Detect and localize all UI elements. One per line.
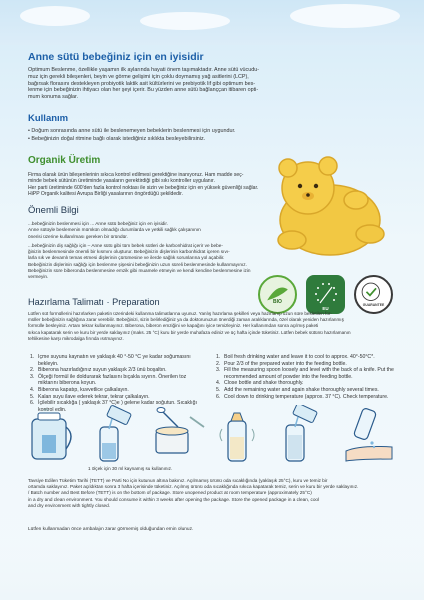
prep-intro-line: müller bebeğinizin sağlığına zarar verebilir. Bebeğinizi, sizin belirlediğiniz ya da doktorunuzun önerdiği zaman aralıklarında, özel olarak yeniden hazırlanmış [28, 317, 344, 323]
breastmilk-body [28, 67, 400, 101]
kettle-step-icon [32, 409, 71, 459]
step-text: Biberona hazırladığınız suyun yaklaşık 2/3 ünü boşaltın. [38, 367, 167, 374]
step-tr-item [30, 354, 206, 367]
step-number: 5. [216, 386, 221, 393]
scoop-note: 1 ölçek için 30 ml kaynamış su kullanınız. [88, 466, 173, 471]
storage-line: ortamda saklayınız. Paket açıldıktan sonra 3 hafta içerisinde tüketiniz. Açılmış ürünü oda sıcaklığında sıkıca kapatarak temiz, serin ve kuru bir yerde saklayınız. [28, 484, 359, 490]
step-number: 3. [216, 367, 221, 374]
cloud-shape [290, 4, 400, 28]
prep-title: Hazırlama Talimatı · Preparation [28, 297, 160, 307]
step-number: 3. [30, 373, 35, 380]
prep-intro-line: tehlikesine karşı mikrodalga fırında ısıtmayınız. [28, 335, 124, 341]
important-line: ...bebeğinizin beslenmesi için ... Anne sütü bebeğiniz için en iyisidir. [28, 221, 168, 226]
teddy-nose [306, 193, 310, 197]
organic-line: Her parti üretiminde 600'den fazla kontrol noktası ile sizin ve bebeğiniz için en yüksek güvenliği sağlar. [28, 184, 259, 191]
breastmilk-title: Anne sütü bebeğiniz için en iyisidir [28, 51, 204, 63]
prep-section [28, 297, 400, 342]
organic-line: HiPP Organik kalitesi Avrupa Birliği yasalarının öngördüğü şekildedir. [28, 191, 183, 198]
step-number: 4. [216, 380, 221, 387]
breastmilk-line: Optimum Beslenme, özellikle yaşamın ilk aylarında hayati önem taşımaktadır. Anne sütü vücudu- [28, 67, 260, 73]
storage-line: / Batch number and Best Before (TETT) is on the bottom of package. Store unopened product at room temperature (approximately 25°C) [28, 490, 312, 496]
step-number: 4. [30, 386, 35, 393]
step-text: Fill the measuring spoon loosely and level with the back of a knife. Put the recommended amount of powder into the feeding bottle. [224, 367, 394, 380]
important-body [28, 221, 260, 281]
step-en-item [216, 354, 398, 361]
step-number: 6. [216, 393, 221, 400]
important-line: Anne sütüyle beslemenin mümkün olmadığı durumlarda ve yetkili sağlık çalışanının [28, 227, 201, 233]
pour-water-step-icon [100, 405, 132, 461]
scoop-powder-step-icon [156, 408, 204, 454]
breastmilk-line: bağırsak florasını destekleyen probiyotik laktik asit kültürlerini ve prebiyotik lif gibi optimum bes- [28, 80, 256, 87]
usage-item: • Bebeğinizin doğal ritmine bağlı olarak istediğiniz sıklıkta besleyebilirsiniz. [28, 135, 206, 142]
cloud-shape [140, 12, 230, 30]
prep-intro [28, 311, 400, 342]
usage-item: • Doğum sonrasında anne sütü ile beslenemeyen bebeklerin beslenmesi için uygundur. [28, 128, 236, 134]
step-number: 1. [216, 354, 221, 360]
organic-body [28, 172, 298, 198]
add-water-step-icon [286, 405, 318, 461]
sky-header [0, 0, 424, 45]
teddy-ear [319, 157, 337, 175]
important-line: larla sık ve devamlı temas etmesi dişlerinin çürümesine ve ilerde sağlık sorunlarına yol açabilir. [28, 255, 225, 261]
teddy-foot [278, 231, 306, 249]
organic-title: Organik Üretim [28, 155, 101, 166]
teddy-arm [344, 191, 368, 209]
step-text: Ölçeği formül ile doldurarak fazlasını bıçakla sıyırın. Önerilen toz miktarını biberona koyun. [38, 373, 187, 387]
teddy-eye [298, 184, 302, 188]
step-en-item [216, 367, 398, 380]
step-number: 1. [30, 354, 35, 360]
important-line: önerisi üzerine kullanılması gereken bir üründür. [28, 233, 128, 239]
step-text: Cool down to drinking temperature (approx. 37 °C). Check temperature. [224, 393, 389, 400]
breastmilk-line: lenme için bebeğinizin ihtiyacı olan her şeyi içerir. Bu yüzden anne sütü bağlanççan itibaren opti- [28, 87, 259, 94]
step-number: 2. [30, 367, 35, 374]
breastmilk-line: mum konuma sağlar. [28, 94, 79, 101]
organic-section [28, 155, 298, 198]
important-line: Bebeğinizin süre biberonda beslenmesine emzik gibi muamele etmeyin ve kendi kendine beslenmesine izin vermeyin. [28, 268, 251, 280]
step-tr-item [30, 367, 206, 374]
step-text: Biberona kapatıp, kuvvetlice çalkalayın. [38, 386, 129, 393]
prep-intro-line: Lütfen süt formüllerini hazırlarken paketin üzerindeki kullanma talimatlarına uyunuz. Yanlış hazırlama şekilleri veya hazırlanıp uzun süre bekletilen for- [28, 311, 332, 316]
breastmilk-section [28, 51, 400, 101]
important-section [28, 205, 260, 281]
organic-line: minde bebek sütünün üretiminde yasaların gerektirdiği gibi sıkı kontroller uygulanır. [28, 178, 215, 185]
step-text: İçilebilir sıcaklığa ( yaklaşık 37 °C)e ) gelene kadar soğutun. Sıcaklığı kontrol edin. [38, 400, 197, 413]
important-line: Bebeğinizin dişlerinin sağlığı için beslenme şişesini bebeğinizin uzun süreli beslenmesinde kullanmayınız. [28, 261, 247, 267]
usage-section [28, 113, 400, 143]
teddy-ear [279, 159, 297, 177]
step-number: 2. [216, 360, 221, 367]
teddy-bear-illustration [260, 150, 390, 260]
bio-seal-label: BIO [273, 299, 282, 305]
breastmilk-line: muz için gerekli bileşenleri, beyin ve görme gelişimi için çoklu doymamış yağ asitlerini (LCP), [28, 73, 249, 80]
teddy-eye [314, 184, 318, 188]
eu-organic-label: EU [322, 306, 329, 311]
prep-intro-line: formülle besleyiniz. Artanı tekrar kullanmayınız. Biberona, biberon emziğini ve kapağını iyice temizleyiniz. Her kullanımdan sonra açılmış paketi [28, 323, 319, 329]
step-tr-item [30, 387, 206, 394]
step-number: 5. [30, 393, 35, 400]
step-en-item [216, 394, 398, 401]
shake-bottle-step-icon [220, 413, 254, 461]
step-text: Kalan suyu ilave ederek tekrar, tekrar çalkalayın. [38, 393, 150, 400]
step-text: Add the remaining water and again shake thoroughly several times. [224, 386, 379, 393]
important-line: ğinizin beslenmesinde önemli bir kısmını oluşturur. Bebeğinizin dişlerinin karbonhidrat içeren sıvı- [28, 249, 230, 255]
step-text: Içme suyunu kaynatın ve yaklaşık 40 °-50 °C ye kadar soğumasını bekleyin. [38, 354, 191, 367]
usage-list [28, 128, 400, 143]
guarantee-seal-label: GUARANTEE [362, 303, 385, 307]
step-text: Close bottle and shake thoroughly. [224, 380, 304, 387]
prep-intro-line: sıkıca kapatarak serin ve kuru bir yerde saklayınız (maks. 25 °C) kuru bir yerde muhafaza ediniz ve üç hafta içinde tüketiniz. Lütfen bebek sütünü hazırlamanın [28, 329, 351, 335]
steps-en-list [216, 354, 398, 400]
check-temperature-step-icon [346, 408, 392, 461]
step-en-item [216, 361, 398, 368]
step-en-item [216, 380, 398, 387]
step-tr-item [30, 374, 206, 387]
teddy-foot [356, 225, 384, 243]
storage-info [28, 478, 398, 509]
package-warning: Lütfen kullanmadan önce ambalajın zarar görmemiş olduğundan emin olunuz. [28, 527, 194, 532]
usage-title: Kullanım [28, 113, 69, 124]
important-line: ...bebeğinizin diş sağlığı için – Anne sütü gibi tüm bebek sütleri de karbonhidrat içerir ve bebe- [28, 242, 223, 248]
step-text: Boil fresh drinking water and leave it to cool to approx. 40°-50°C*. [224, 354, 375, 360]
organic-line: Firma olarak ürün bileşenlerinin sıkıca kontrol edilmesi gerektiğine inanıyoruz. Ham madde seç- [28, 172, 244, 178]
step-text: Pour 2/3 of the prepared water into the feeding bottle. [224, 360, 347, 367]
storage-line: in a dry and clean environment. You should consume it within 3 weeks after opening the package. Store the opened package in a clean, cool [28, 496, 320, 502]
storage-line: Tavsiye Edilen Tüketim Tarihi (TETT) ve Parti No için kutunun altına bakınız. Açılmamış ürünü oda sıcaklığında (yaklaşık 25°C), kuru ve temiz bir [28, 478, 328, 483]
cloud-shape [20, 6, 90, 26]
storage-line: and dry environment with tightly closed. [28, 502, 111, 508]
step-en-item [216, 387, 398, 394]
step-number: 6. [30, 400, 35, 407]
important-title: Önemli Bilgi [28, 205, 79, 216]
preparation-illustrations [28, 405, 396, 467]
background-fade [0, 540, 424, 600]
